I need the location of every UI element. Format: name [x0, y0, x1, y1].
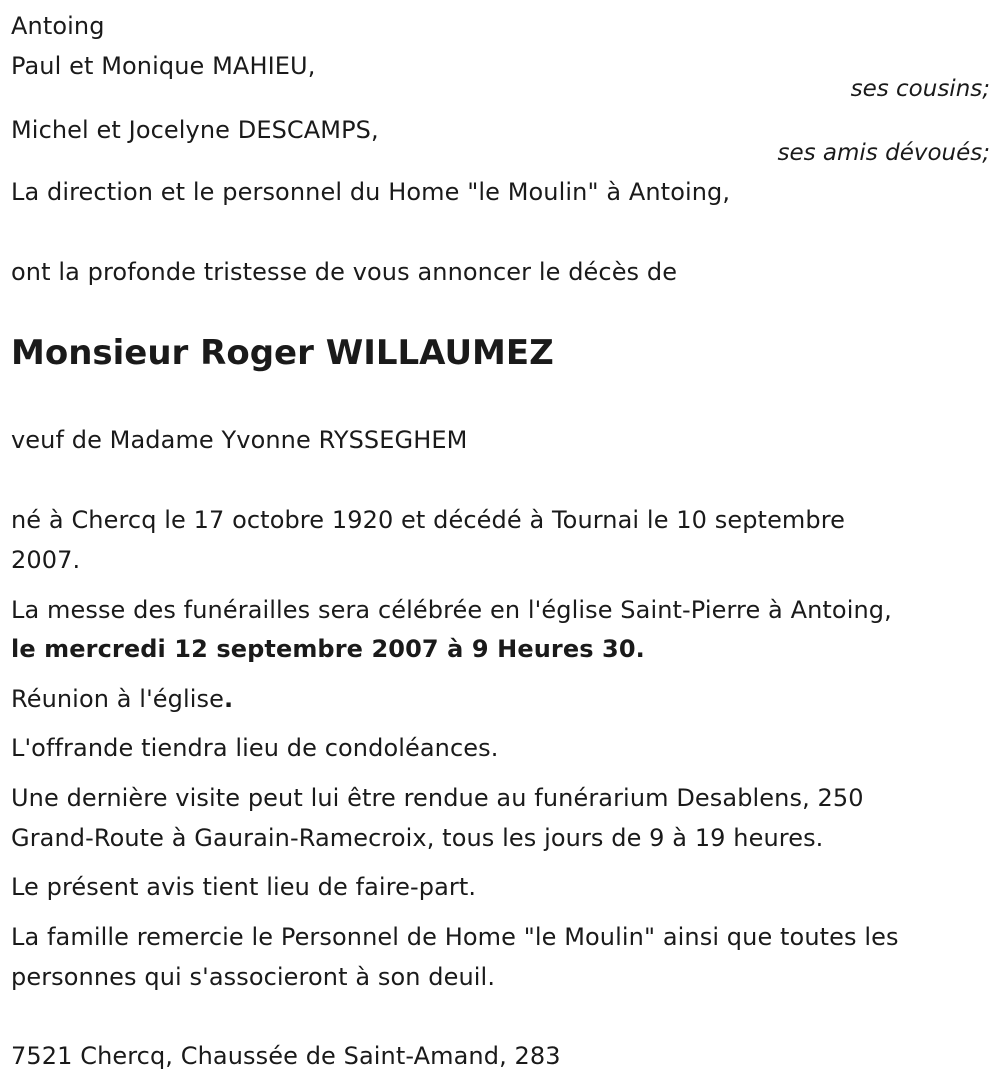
address-line: 7521 Chercq, Chaussée de Saint-Amand, 283: [11, 1042, 561, 1070]
town-name: Antoing: [11, 12, 105, 40]
visit-line-2: Grand-Route à Gaurain-Ramecroix, tous les jours de 9 à 19 heures.: [11, 824, 824, 852]
meeting-text: Réunion à l'église: [11, 685, 224, 713]
family-member-1: Paul et Monique MAHIEU,: [11, 52, 316, 80]
deceased-name: Monsieur Roger WILLAUMEZ: [11, 333, 554, 373]
birth-death-line-1: né à Chercq le 17 octobre 1920 et décédé à Tournai le 10 septembre: [11, 506, 846, 534]
notice-note: Le présent avis tient lieu de faire-part.: [11, 873, 477, 901]
funeral-line-1: La messe des funérailles sera célébrée en l'église Saint-Pierre à Antoing,: [11, 596, 892, 624]
widower-line: veuf de Madame Yvonne RYSSEGHEM: [11, 426, 468, 454]
meeting-period: .: [223, 685, 234, 713]
visit-line-1: Une dernière visite peut lui être rendue au funérarium Desablens, 250: [11, 784, 864, 812]
family-relation-2: ses amis dévoués;: [777, 140, 990, 166]
birth-death-line-2: 2007.: [11, 546, 81, 574]
institution-line: La direction et le personnel du Home "le Moulin" à Antoing,: [11, 178, 731, 206]
funeral-date: le mercredi 12 septembre 2007 à 9 Heures 30.: [11, 635, 645, 663]
offering-line: L'offrande tiendra lieu de condoléances.: [11, 734, 499, 762]
family-relation-1: ses cousins;: [850, 76, 990, 102]
thanks-line-2: personnes qui s'associeront à son deuil.: [11, 963, 496, 991]
announcement-line: ont la profonde tristesse de vous annoncer le décès de: [11, 258, 678, 286]
family-member-2: Michel et Jocelyne DESCAMPS,: [11, 116, 379, 144]
thanks-line-1: La famille remercie le Personnel de Home "le Moulin" ainsi que toutes les: [11, 923, 899, 951]
meeting-line: [11, 679, 233, 719]
